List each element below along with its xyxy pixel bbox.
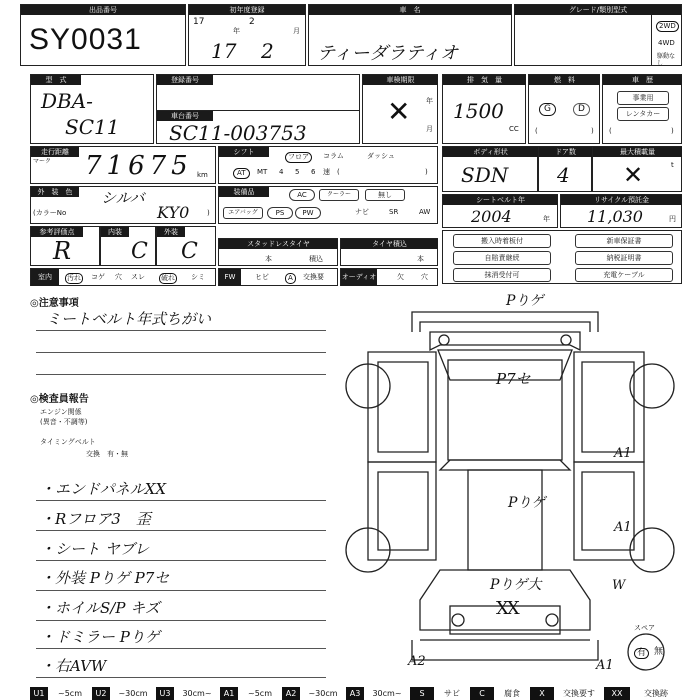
grade-box	[514, 4, 682, 66]
legend-key-c: C	[470, 687, 494, 700]
model-type-line2: SC11	[65, 115, 120, 139]
notes-rule-3	[36, 374, 326, 375]
history-label: 車 歴	[603, 75, 682, 85]
doc-cancel: 抹消受付可	[453, 268, 551, 282]
shift-4: 4	[279, 168, 284, 176]
report-item-3: ・シート ヤブレ	[40, 540, 150, 558]
mileage-sub: マーク	[33, 158, 52, 165]
legend-val-u1: ~5cm	[58, 689, 82, 698]
shift-at: AT	[233, 168, 250, 179]
model-type-box	[30, 74, 154, 144]
legend-key-a3: A3	[346, 687, 364, 700]
grade-label: グレード/類別型式	[515, 5, 681, 15]
legend-key-xx: XX	[604, 687, 630, 700]
grade-4wd: 4WD	[658, 39, 675, 47]
shift-box	[218, 146, 438, 184]
equip-none: 無し	[365, 189, 405, 201]
fuel-paren-close: )	[591, 127, 594, 135]
seatbelt-value: 2004	[471, 207, 512, 226]
engine-label: エンジン関係	[40, 408, 82, 416]
capacity-box	[592, 146, 682, 192]
audio-label: オーディオ	[341, 269, 377, 286]
docs-box	[442, 230, 682, 284]
report-item-2: ・Rフロア3 歪	[40, 510, 151, 528]
mark-right-3: W	[612, 578, 626, 593]
history-commercial: 事業用	[617, 91, 669, 105]
legend-key-s: S	[410, 687, 434, 700]
doc-tax: 納税証明書	[575, 251, 673, 265]
ext-color-label: 外 装 色	[31, 187, 79, 197]
legend-bar	[30, 687, 682, 700]
legend-val-x: 交換要す	[563, 689, 595, 698]
displacement-label: 排 気 量	[443, 75, 526, 85]
drive-crack: ヒビ	[255, 273, 269, 281]
shift-floor: フロア	[285, 152, 312, 163]
history-paren-open: (	[609, 127, 612, 135]
displacement-value: 1500	[453, 99, 504, 123]
capacity-label: 最大積載量	[593, 147, 682, 157]
history-rental: レンタカー	[617, 107, 669, 121]
tire-box	[340, 238, 438, 266]
car-name-box	[308, 4, 512, 66]
doc-liability: 自賠責継続	[453, 251, 551, 265]
mark-center: Pりゲ	[508, 495, 546, 511]
equip-cooler: クーラー	[319, 189, 359, 201]
legend-val-u2: ~30cm	[118, 689, 148, 698]
shift-speed: 速	[323, 168, 330, 176]
ext-color-box	[30, 186, 216, 224]
spare-label: スペア	[634, 624, 655, 632]
mark-rear-x: XX	[496, 598, 518, 619]
mark-bottom-right: A1	[596, 658, 614, 673]
shift-paren-open: (	[337, 168, 340, 176]
spare-no: 無	[654, 647, 664, 657]
fuel-label: 燃 料	[529, 75, 600, 85]
shift-paren-close: )	[425, 168, 428, 176]
cond-hole: 穴	[115, 273, 122, 281]
first-reg-month-printed: 2	[249, 17, 255, 27]
inspection-value: ✕	[387, 95, 411, 128]
shift-6: 6	[311, 168, 316, 176]
notes-rule-1	[36, 330, 326, 331]
drive-fw-label: FW	[219, 269, 241, 286]
lot-number-value: SY0031	[29, 23, 142, 56]
equip-ps: PS	[267, 207, 293, 219]
timing-label: タイミングベルト	[40, 438, 96, 446]
legend-val-u3: 30cm~	[182, 689, 212, 698]
mileage-box	[30, 146, 216, 184]
studless-box	[218, 238, 338, 266]
cond-scuff: スレ	[131, 273, 145, 281]
legend-val-a3: 30cm~	[372, 689, 402, 698]
ext-color-code: KY0	[157, 203, 190, 222]
legend-key-u2: U2	[92, 687, 110, 700]
doors-box	[538, 146, 592, 192]
legend-key-a2: A2	[282, 687, 300, 700]
recycle-unit: 円	[669, 215, 676, 223]
history-box	[602, 74, 682, 144]
shift-column: コラム	[323, 152, 344, 160]
registration-box	[156, 74, 360, 112]
seatbelt-unit: 年	[543, 215, 550, 223]
mark-right-1: A1	[614, 446, 632, 461]
cond-dirt: 汚れ	[67, 274, 81, 282]
exterior-value: C	[181, 239, 198, 264]
car-name-label: 車 名	[309, 5, 511, 15]
inspection-box	[362, 74, 438, 144]
inspection-month-unit: 月	[426, 125, 433, 133]
legend-key-u1: U1	[30, 687, 48, 700]
tire-count-unit: 本	[417, 255, 424, 263]
equip-pw: PW	[295, 207, 321, 219]
inspection-year-unit: 年	[426, 97, 433, 105]
doc-delivery-plate: 搬入時着板付	[453, 234, 551, 248]
shift-5: 5	[295, 168, 300, 176]
recycle-box	[560, 194, 682, 228]
mark-rear: Pりゲ大	[490, 577, 542, 593]
report-item-6: ・ドミラー Pりゲ	[40, 628, 160, 646]
mileage-unit: km	[197, 171, 208, 179]
doors-value: 4	[557, 163, 570, 187]
fuel-diesel: D	[573, 103, 590, 116]
legend-val-s: サビ	[444, 689, 460, 698]
equip-airbag: エアバッグ	[223, 207, 263, 219]
equipment-label: 装備品	[219, 187, 269, 197]
report-rule-4	[36, 590, 326, 591]
first-reg-year-written: 17	[211, 39, 237, 63]
chassis-label: 車台番号	[157, 111, 213, 121]
interior-value: C	[131, 239, 148, 264]
legend-key-a1: A1	[220, 687, 238, 700]
shift-dash: ダッシュ	[367, 152, 395, 160]
displacement-box	[442, 74, 526, 144]
chassis-value: SC11-003753	[169, 121, 307, 145]
grade-2wd: 2WD	[656, 21, 679, 32]
body-type-label: ボディ形状	[443, 147, 538, 157]
spare-yes: 有	[634, 648, 649, 659]
audio-missing: 欠	[397, 273, 404, 281]
legend-val-a1: ~5cm	[248, 689, 272, 698]
interior-label: 内装	[101, 227, 129, 237]
lot-number-box	[20, 4, 186, 66]
first-reg-year-printed: 17	[193, 17, 205, 27]
notes-title: ◎注意事項	[30, 298, 79, 309]
equip-sr: SR	[389, 208, 399, 216]
first-reg-month-unit: 月	[293, 27, 300, 35]
notes-rule-2	[36, 352, 326, 353]
report-rule-6	[36, 648, 326, 649]
report-item-7: ・右AVW	[40, 657, 107, 675]
mark-roof: P7セ	[496, 370, 531, 388]
legend-val-c: 腐食	[504, 689, 520, 698]
studless-loaded: 積込	[309, 255, 323, 263]
timing-sub: 交換 有・無	[86, 450, 128, 458]
model-type-line1: DBA-	[41, 89, 93, 113]
fuel-box	[528, 74, 600, 144]
report-rule-2	[36, 530, 326, 531]
body-type-box	[442, 146, 538, 192]
registration-label: 登録番号	[157, 75, 213, 85]
inspector-title: ◎検査員報告	[30, 394, 89, 405]
drive-replace: 交換要	[303, 273, 324, 281]
first-reg-year-unit: 年	[233, 27, 240, 35]
report-rule-1	[36, 500, 326, 501]
shift-label: シフト	[219, 147, 269, 157]
studless-label: スタッドレスタイヤ	[219, 239, 338, 249]
seatbelt-label: シートベルト年	[443, 195, 558, 205]
seatbelt-box	[442, 194, 558, 228]
score-box	[30, 226, 100, 266]
report-item-1: ・エンドパネルXX	[40, 480, 167, 498]
recycle-value: 11,030	[587, 207, 643, 226]
ext-color-value: シルバ	[101, 189, 145, 207]
legend-key-u3: U3	[156, 687, 174, 700]
report-rule-5	[36, 620, 326, 621]
report-rule-3	[36, 560, 326, 561]
shift-mt: MT	[257, 168, 268, 176]
car-name-value: ティーダラティオ	[317, 43, 459, 64]
exterior-label: 外装	[157, 227, 185, 237]
mileage-label: 走行距離	[31, 147, 79, 157]
tire-label: タイヤ積込	[341, 239, 438, 249]
legend-val-xx: 交換跡	[644, 689, 668, 698]
mark-right-2: A1	[614, 520, 632, 535]
doc-cable: 充電ケーブル	[575, 268, 673, 282]
drive-cond-box	[218, 268, 338, 286]
audio-hole: 穴	[421, 273, 428, 281]
report-item-5: ・ホイルS/P キズ	[40, 599, 160, 617]
recycle-label: リサイクル預託金	[561, 195, 682, 205]
fuel-gasoline: G	[539, 103, 556, 116]
mark-top: Pりゲ	[506, 293, 544, 309]
ext-color-close: )	[207, 209, 210, 217]
first-reg-month-written: 2	[261, 39, 274, 63]
ext-color-sub: (カラーNo	[33, 209, 67, 217]
score-label: 参考評価点	[31, 227, 83, 237]
mileage-value: 71675	[85, 151, 193, 181]
body-type-value: SDN	[461, 163, 509, 187]
interior-box	[100, 226, 156, 266]
notes-line1: ミートベルト年式ちがい	[46, 310, 212, 328]
equip-navi: ナビ	[355, 208, 369, 216]
grade-none: 駆動なし	[657, 53, 676, 67]
mark-bottom-left: A2	[408, 654, 426, 669]
capacity-unit: t	[671, 161, 674, 169]
fuel-paren-open: (	[535, 127, 538, 135]
exterior-box	[156, 226, 216, 266]
cond-tear: 破れ	[161, 274, 175, 282]
drive-a: A	[285, 273, 296, 284]
equipment-box	[218, 186, 438, 224]
capacity-value: ✕	[623, 161, 644, 189]
grade-options	[651, 15, 683, 66]
report-item-4: ・外装 Pりゲ P7セ	[40, 569, 170, 587]
lot-number-label: 出品番号	[21, 5, 185, 15]
first-registration-box	[188, 4, 306, 66]
history-paren-close: )	[671, 127, 674, 135]
model-type-label: 型 式	[31, 75, 81, 85]
studless-count-unit: 本	[265, 255, 272, 263]
cond-burn: コゲ	[91, 273, 105, 281]
chassis-box	[156, 110, 360, 144]
displacement-unit: CC	[509, 125, 519, 133]
inspection-label: 車検期限	[363, 75, 438, 85]
legend-key-x: X	[530, 687, 554, 700]
score-value: R	[53, 237, 72, 265]
legend-val-a2: ~30cm	[308, 689, 338, 698]
audio-box	[340, 268, 438, 286]
cond-stain: シミ	[191, 273, 205, 281]
first-registration-label: 初年度登録	[189, 5, 305, 15]
doors-label: ドア数	[539, 147, 592, 157]
equip-aw: AW	[419, 208, 431, 216]
engine-sub: (異音・不調等)	[40, 418, 88, 426]
doc-warranty: 新車保証書	[575, 234, 673, 248]
interior-cond-box	[30, 268, 216, 286]
interior-cond-label: 室内	[31, 269, 59, 286]
report-rule-7	[36, 677, 326, 678]
equip-ac: AC	[289, 189, 315, 201]
